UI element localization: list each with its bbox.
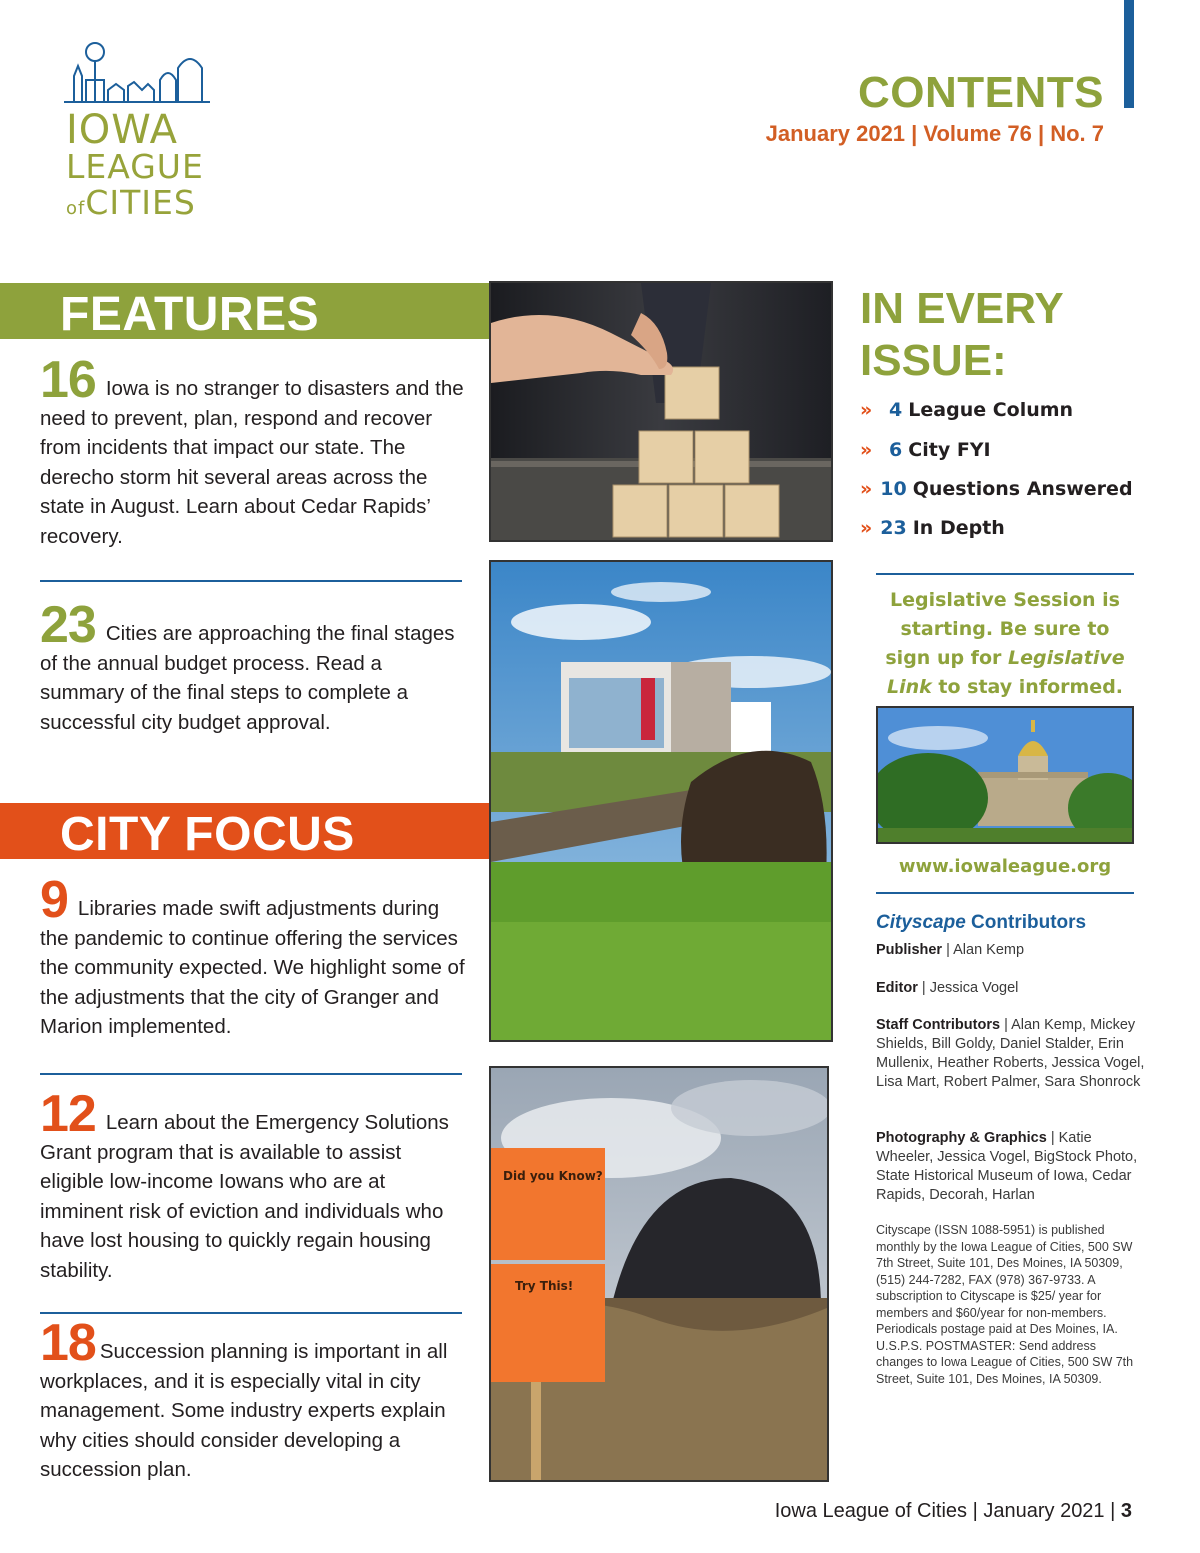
iowa-league-logo bbox=[60, 40, 220, 225]
credit-staff-contributors: Staff Contributors | Alan Kemp, Mickey Shields, Bill Goldy, Daniel Stalder, Erin Mullenix, Heather Roberts, Jessica Vogel, Lisa Mart, Robert Palmer, Sara Shonrock bbox=[876, 1017, 1145, 1090]
item-page-number: 23 bbox=[880, 517, 907, 539]
legislative-link-title[interactable]: Legislative Link bbox=[886, 647, 1125, 698]
article-summary: Succession planning is important in all workplaces, and it is especially vital in city management. Some industry experts explain why cities should consider developing a succession plan. bbox=[40, 1340, 448, 1481]
city-focus-article-1[interactable] bbox=[40, 871, 470, 1042]
article-page-number: 23 bbox=[40, 596, 96, 654]
article-page-number: 9 bbox=[40, 871, 68, 929]
item-title: League Column bbox=[908, 399, 1074, 421]
every-issue-item[interactable] bbox=[860, 478, 1133, 500]
city-focus-article-3[interactable] bbox=[40, 1314, 470, 1485]
item-title: Questions Answered bbox=[912, 478, 1133, 500]
credit-photography: Photography & Graphics | Katie Wheeler, Jessica Vogel, BigStock Photo, State Historical Museum of Iowa, Cedar Rapids, Decorah, Harlan bbox=[876, 1130, 1138, 1203]
divider bbox=[876, 573, 1134, 575]
chevron-right-icon: » bbox=[860, 517, 873, 539]
article-summary: Iowa is no stranger to disasters and the need to prevent, plan, respond and recover from incidents that impact our state. The derecho storm hit several areas across the state in August. Learn about Cedar Rapids’ recovery. bbox=[40, 377, 464, 548]
website-link[interactable]: www.iowaleague.org bbox=[898, 856, 1112, 877]
page-title: CONTENTS bbox=[858, 68, 1104, 117]
derecho-tree-photo bbox=[489, 560, 833, 1042]
divider bbox=[40, 1312, 462, 1314]
in-every-issue-heading: IN EVERY ISSUE: bbox=[860, 284, 1064, 385]
header-accent-bar bbox=[1124, 0, 1134, 108]
article-summary: Learn about the Emergency Solutions Grant program that is available to assist eligible low-income Iowans who are at imminent risk of eviction and individuals who have lost housing to quickly regain housing stability. bbox=[40, 1111, 449, 1282]
skyline-icon bbox=[60, 40, 220, 110]
article-summary: Cities are approaching the final stages of the annual budget process. Read a summary of the final steps to complete a successful city budget approval. bbox=[40, 622, 455, 734]
sign-title-did-you-know: Did you Know? bbox=[503, 1169, 603, 1183]
chevron-right-icon: » bbox=[860, 439, 873, 461]
item-title: In Depth bbox=[912, 517, 1005, 539]
page-footer: Iowa League of Cities | January 2021 | 3 bbox=[774, 1500, 1132, 1522]
credit-editor: Editor | Jessica Vogel bbox=[876, 980, 1019, 996]
features-heading-bar bbox=[0, 283, 490, 339]
issue-info: January 2021 | Volume 76 | No. 7 bbox=[765, 121, 1104, 146]
divider bbox=[876, 892, 1134, 894]
every-issue-item[interactable] bbox=[860, 439, 991, 461]
credit-publisher: Publisher | Alan Kemp bbox=[876, 942, 1025, 958]
item-page-number: 4 bbox=[889, 399, 903, 421]
every-issue-item[interactable] bbox=[860, 517, 1005, 539]
divider bbox=[40, 580, 462, 582]
state-capitol-photo bbox=[876, 706, 1134, 844]
chevron-right-icon: » bbox=[860, 399, 873, 421]
item-page-number: 6 bbox=[889, 439, 903, 461]
divider bbox=[40, 1073, 462, 1075]
article-summary: Libraries made swift adjustments during the pandemic to continue offering the services the community expected. We highlight some of the adjustments that the city of Granger and Marion implemented. bbox=[40, 897, 465, 1038]
item-title: City FYI bbox=[908, 439, 991, 461]
legislative-link-promo: Legislative Session is starting. Be sure to sign up for Legislative Link to stay informed. bbox=[885, 589, 1125, 698]
feature-article-2[interactable] bbox=[40, 596, 470, 737]
logo-word-iowa: IOWA bbox=[66, 107, 179, 153]
publication-fineprint: Cityscape (ISSN 1088-5951) is published monthly by the Iowa League of Cities, 500 SW 7th Street, Suite 101, Des Moines, IA 50309, (515) 244-7282, FAX (978) 367-9733. A subscription to Cityscape is $25/ year for members and $60/year for non-members. Periodicals postage paid at Des Moines, IA. U.S.P.S. POSTMASTER: Send address changes to Iowa League of Cities, 500 SW 7th Street, Suite 101, Des Moines, IA 50309. bbox=[876, 1223, 1134, 1386]
sign-title-try-this: Try This! bbox=[515, 1279, 574, 1293]
article-page-number: 16 bbox=[40, 351, 96, 409]
page-number: 3 bbox=[1120, 1500, 1132, 1522]
city-focus-heading: CITY FOCUS bbox=[60, 808, 355, 861]
city-focus-heading-bar bbox=[0, 803, 490, 859]
city-focus-article-2[interactable] bbox=[40, 1085, 470, 1285]
chevron-right-icon: » bbox=[860, 478, 873, 500]
item-page-number: 10 bbox=[880, 478, 907, 500]
features-heading: FEATURES bbox=[60, 288, 320, 341]
article-page-number: 12 bbox=[40, 1085, 96, 1143]
logo-word-cities: ofCITIES bbox=[66, 183, 196, 222]
contributors-heading: Cityscape Contributors bbox=[876, 912, 1087, 933]
logo-word-league: LEAGUE bbox=[66, 147, 204, 186]
blocks-photo bbox=[489, 281, 833, 542]
article-page-number: 18 bbox=[40, 1314, 96, 1372]
pumpkin-sign-photo bbox=[489, 1066, 829, 1482]
feature-article-1[interactable] bbox=[40, 351, 470, 551]
every-issue-item[interactable] bbox=[860, 399, 1073, 421]
